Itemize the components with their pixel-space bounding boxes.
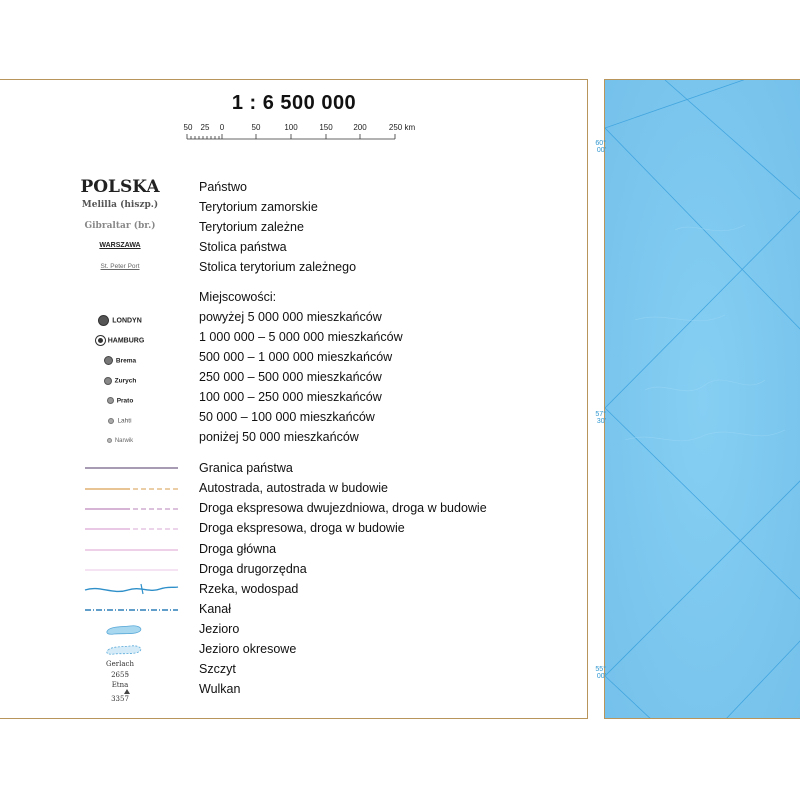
desc-line-item: Szczyt [199,662,236,676]
desc-line-item: Droga ekspresowa dwujezdniowa, droga w budowie [199,501,487,515]
sea-graticule [605,80,800,719]
city-label: Narwik [114,437,134,444]
lake-symbol [107,626,141,634]
desc-line-item: Rzeka, wodospad [199,582,299,596]
river-symbol [85,584,178,594]
latitude-minutes: 00' [596,147,606,154]
scale-title: 1 : 6 500 000 [231,92,357,114]
desc-line-item: Kanał [199,602,231,616]
desc-stolica-panstwa: Stolica państwa [199,240,287,254]
desc-line-item: Granica państwa [199,461,293,475]
scale-tick-label: 100 [284,123,298,132]
city-label: HAMBURG [107,337,145,345]
symbol-gibraltar: Gibraltar (br.) [84,221,156,231]
latitude-degrees: 55° [595,666,606,673]
scale-tick-label: 25 [200,123,210,132]
desc-line-item: Autostrada, autostrada w budowie [199,481,389,495]
city-label: Lahti [117,417,132,425]
desc-stolica-terytorium: Stolica terytorium zależnego [199,260,357,274]
volcano-icon [124,689,130,694]
line-symbols [0,80,200,720]
desc-city-size: 100 000 – 250 000 mieszkańców [199,390,382,404]
desc-miejscowosci: Miejscowości: [199,290,277,304]
desc-city-size: poniżej 50 000 mieszkańców [199,430,359,444]
desc-line-item: Wulkan [199,682,241,696]
peak-name: Gerlach [106,660,134,668]
city-label: Prato [116,397,134,405]
latitude-label [588,666,606,680]
desc-city-size: 500 000 – 1 000 000 mieszkańców [199,350,393,364]
desc-terytorium-zamorskie: Terytorium zamorskie [199,200,318,214]
scale-tick-label: 50 [251,123,261,132]
volcano-name: Etna [111,681,129,689]
seasonal-lake-symbol [107,646,141,654]
scale-tick-label: 150 [319,123,333,132]
city-label: Zurych [114,377,137,385]
desc-panstwo: Państwo [199,180,247,194]
latitude-label [588,140,606,154]
scale-tick-label: 50 [183,123,193,132]
desc-city-size: powyżej 5 000 000 mieszkańców [199,310,382,324]
scale-tick-label: 0 [219,123,225,132]
desc-line-item: Droga główna [199,542,277,556]
latitude-degrees: 57° [595,411,606,418]
symbol-polska: POLSKA [80,177,160,197]
desc-city-size: 1 000 000 – 5 000 000 mieszkańców [199,330,403,344]
latitude-minutes: 30' [596,418,606,425]
symbol-warszawa: WARSZAWA [99,242,141,249]
map-panel[interactable] [604,79,800,719]
symbol-st-peter-port: St. Peter Port [100,263,140,270]
scale-bar-line [187,134,395,139]
scale-tick-label: 250 km [388,123,416,132]
legend-panel [0,79,588,719]
latitude-minutes: 00' [596,673,606,680]
sea-area [605,80,800,719]
latitude-label [588,411,606,425]
volcano-height: 3357 [111,695,129,703]
peak-height: 2655 [111,671,129,679]
desc-line-item: Jezioro okresowe [199,642,297,656]
desc-line-item: Droga drugorzędna [199,562,307,576]
scale-tick-label: 200 [353,123,367,132]
desc-city-size: 250 000 – 500 000 mieszkańców [199,370,382,384]
desc-line-item: Droga ekspresowa, droga w budowie [199,521,405,535]
desc-line-item: Jezioro [199,622,240,636]
desc-terytorium-zalezne: Terytorium zależne [199,220,304,234]
city-label: LONDYN [112,317,142,325]
latitude-degrees: 60° [595,140,606,147]
city-label: Brema [115,357,137,365]
desc-city-size: 50 000 – 100 000 mieszkańców [199,410,375,424]
symbol-melilla: Melilla (hiszp.) [81,200,159,210]
